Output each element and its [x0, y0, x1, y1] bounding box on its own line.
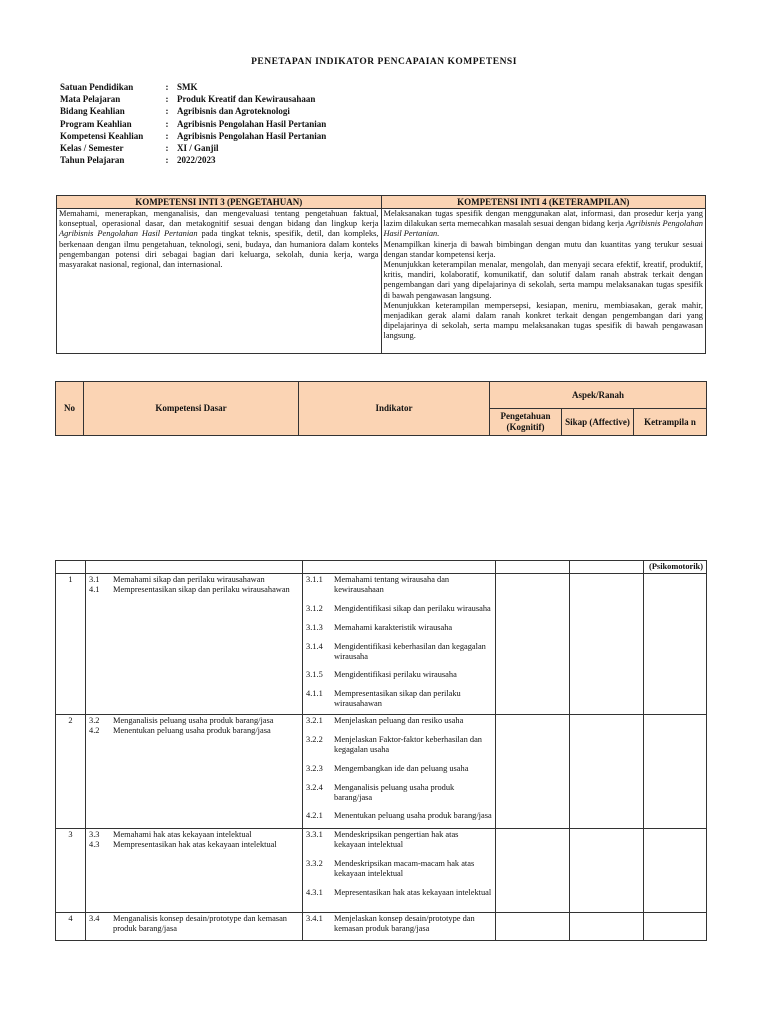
empty-cell [644, 715, 707, 829]
col-kompetensi-dasar: Kompetensi Dasar [84, 382, 299, 436]
meta-value: 2022/2023 [177, 155, 216, 166]
meta-key: Bidang Keahlian [60, 106, 125, 117]
meta-value: Produk Kreatif dan Kewirausahaan [177, 94, 316, 105]
indicator-text: Mepresentasikan hak atas kekayaan intelektual [334, 888, 492, 898]
meta-key: Kelas / Semester [60, 142, 124, 153]
col-pengetahuan: Pengetahuan (Kognitif) [490, 409, 562, 436]
meta-value: Agribisnis Pengolahan Hasil Pertanian [177, 130, 327, 141]
empty-cell [570, 715, 644, 829]
meta-key: Kompetensi Keahlian [60, 130, 144, 141]
ki4-p1-italic: Agribisnis Pengolahan Hasil Pertanian. [383, 219, 703, 239]
row-number: 2 [56, 715, 86, 829]
kd-num: 4.1 [89, 585, 100, 595]
kd-item [89, 830, 299, 840]
meta-value: Agribisnis dan Agroteknologi [177, 106, 290, 117]
indicator-text: Menentukan peluang usaha produk barang/jasa [334, 811, 492, 821]
indicator-num: 3.4.1 [306, 914, 323, 924]
indicator-item [306, 764, 492, 774]
meta-key: Satuan Pendidikan [60, 82, 134, 92]
indicator-text: Mengidentifikasi sikap dan perilaku wirausaha [334, 604, 491, 614]
indicator-text: Mendeskripsikan pengertian hak atas kekayaan intelektual [334, 830, 459, 850]
indicator-item [306, 716, 492, 726]
indicator-num: 3.2.3 [306, 763, 323, 773]
meta-key: Program Keahlian [60, 118, 132, 129]
identity-block [60, 82, 326, 167]
meta-sep: : [165, 142, 169, 153]
kd-num: 3.3 [89, 830, 100, 840]
kd-item [89, 716, 299, 726]
indicator-text: Mengembangkan ide dan peluang usaha [334, 763, 469, 773]
kd-item [89, 914, 299, 934]
indicator-cell [303, 715, 496, 829]
indicator-text: Mempresentasikan sikap dan perilaku wirausahawan [334, 689, 461, 709]
kd-item [89, 585, 299, 595]
col-indikator: Indikator [299, 382, 490, 436]
kd-num: 4.2 [89, 726, 100, 736]
row-number: 3 [56, 829, 86, 913]
indicator-table [55, 560, 707, 941]
meta-value: XI / Ganjil [177, 142, 219, 153]
empty-cell [496, 913, 570, 941]
indicator-item [306, 811, 492, 821]
indicator-text: Menganalisis peluang usaha produk barang/jasa [334, 782, 455, 802]
empty-cell [644, 574, 707, 715]
empty-cell [644, 913, 707, 941]
indicator-num: 3.1.5 [306, 670, 323, 680]
kd-item [89, 726, 299, 736]
col-no: No [56, 382, 84, 436]
kd-num: 3.4 [89, 914, 100, 924]
indicator-item [306, 575, 492, 595]
meta-row [60, 106, 326, 118]
row-number: 1 [56, 574, 86, 715]
empty-cell [570, 574, 644, 715]
meta-sep: : [165, 94, 169, 105]
indicator-item [306, 783, 492, 803]
indicator-item [306, 642, 492, 662]
indicator-table-header [55, 381, 707, 436]
meta-key: Mata Pelajaran [60, 94, 121, 105]
kd-num: 3.2 [89, 716, 100, 726]
ki4-paragraph: Menunjukkan keterampilan mempersepsi, kesiapan, meniru, membiasakan, gerak mahir, menjadikan gerak alami dalam ranah konkret terkait dengan pengembangan dari yang dipelajarinya di sekolah, serta mampu melaksanakan tugas spesifik di bawah pengawasan langsung. [383, 300, 703, 341]
kd-num: 4.3 [89, 840, 100, 850]
empty-cell [496, 574, 570, 715]
empty-cell [496, 715, 570, 829]
indicator-num: 3.3.1 [306, 830, 323, 840]
ki3-text-a: Memahami, menerapkan, menganalisis, dan mengevaluasi tentang pengetahuan faktual, konseptual, operasional dasar, dan metakognitif sesuai dengan bidang dan lingkup kerja [59, 209, 379, 229]
indicator-num: 3.1.2 [306, 604, 323, 614]
row-number: 4 [56, 913, 86, 941]
kd-cell [86, 715, 303, 829]
kd-cell [86, 574, 303, 715]
ki4-paragraph [384, 209, 704, 240]
indicator-text: Menjelaskan konsep desain/prototype dan kemasan produk barang/jasa [334, 914, 475, 934]
meta-sep: : [165, 118, 169, 129]
indicator-item [306, 623, 492, 633]
table-row [56, 829, 707, 913]
meta-value: Agribisnis Pengolahan Hasil Pertanian [177, 118, 327, 129]
indicator-item [306, 859, 492, 879]
ki3-text-italic: Agribisnis Pengolahan Hasil Pertanian [59, 229, 198, 239]
empty-cell [496, 829, 570, 913]
kd-text: Menganalisis peluang usaha produk barang/jasa [113, 716, 274, 726]
meta-row [60, 143, 326, 155]
indicator-num: 3.2.4 [306, 782, 323, 792]
indicator-item [306, 689, 492, 709]
table-row [56, 913, 707, 941]
meta-row [60, 119, 326, 131]
indicator-num: 3.2.2 [306, 734, 323, 744]
indicator-item [306, 735, 492, 755]
meta-row [60, 155, 326, 167]
empty-cell [570, 561, 644, 574]
empty-cell [86, 561, 303, 574]
indicator-item [306, 830, 492, 850]
ki4-header: KOMPETENSI INTI 4 (KETERAMPILAN) [381, 196, 706, 209]
col-sikap: Sikap (Affective) [562, 409, 634, 436]
empty-cell [56, 561, 86, 574]
ki4-p1-text: Melaksanakan tugas spesifik dengan menggunakan alat, informasi, dan prosedur kerja yang lazim dilakukan serta memecahkan masalah sesuai dengan bidang kerja [383, 209, 703, 229]
document-title: PENETAPAN INDIKATOR PENCAPAIAN KOMPETENSI [251, 57, 517, 67]
meta-sep: : [165, 130, 169, 141]
meta-row [60, 82, 326, 94]
kd-cell [86, 829, 303, 913]
meta-sep: : [165, 155, 169, 166]
kd-text: Mempresentasikan hak atas kekayaan intelektual [113, 840, 277, 850]
indicator-text: Memahami tentang wirausaha dan kewirausahaan [334, 575, 450, 595]
empty-cell [496, 561, 570, 574]
kd-cell [86, 913, 303, 941]
empty-cell [303, 561, 496, 574]
indicator-item [306, 604, 492, 614]
ki4-cell [381, 209, 706, 354]
meta-sep: : [165, 106, 169, 117]
kd-item [89, 575, 299, 585]
col-ketrampilan: Ketrampila n [634, 409, 707, 436]
table-row [56, 574, 707, 715]
empty-cell [570, 829, 644, 913]
kd-text: Memahami sikap dan perilaku wirausahawan [113, 575, 265, 585]
indicator-item [306, 914, 492, 934]
meta-sep: : [165, 82, 169, 92]
ki3-cell [57, 209, 382, 354]
table-row [56, 715, 707, 829]
indicator-num: 3.1.1 [306, 575, 323, 585]
col-aspek-ranah: Aspek/Ranah [490, 382, 707, 409]
indicator-cell [303, 913, 496, 941]
psikomotorik-label: (Psikomotorik) [644, 561, 707, 574]
indicator-text: Menjelaskan Faktor-faktor keberhasilan dan kegagalan usaha [334, 734, 482, 755]
indicator-num: 4.2.1 [306, 811, 323, 821]
meta-row [60, 131, 326, 143]
kd-text: Menganalisis konsep desain/prototype dan kemasan produk barang/jasa [113, 914, 287, 934]
indicator-item [306, 670, 492, 680]
kd-text: Menentukan peluang usaha produk barang/jasa [113, 726, 271, 736]
kd-text: Memahami hak atas kekayaan intelektual [113, 830, 252, 840]
kd-num: 3.1 [89, 575, 100, 585]
ki4-paragraph: Menunjukkan keterampilan menalar, mengolah, dan menyaji secara efektif, kreatif, produktif, kritis, mandiri, kolaboratif, komunikatif, dan solutif dalam ranah abstrak terkait dengan pengembangan dari yang dipelajarinya di sekolah, serta mampu melaksanakan tugas spesifik di bawah pengawasan langsung. [383, 260, 703, 300]
indicator-num: 4.1.1 [306, 689, 323, 699]
indicator-text: Memahami karakteristik wirausaha [334, 622, 453, 632]
kd-item [89, 840, 299, 850]
indicator-text: Menjelaskan peluang dan resiko usaha [334, 716, 464, 726]
indicator-text: Mendeskripsikan macam-macam hak atas kekayaan intelektual [334, 859, 475, 879]
meta-key: Tahun Pelajaran [60, 155, 125, 166]
ki3-text-b: pada tingkat teknis, spesifik, detil, dan kompleks, berkenaan dengan ilmu pengetahuan, teknologi, seni, budaya, dan humaniora dalam konteks pengembangan potensi diri sebagai bagian dari keluarga, sekolah, dunia kerja, warga masyarakat nasional, regional, dan internasional. [59, 229, 379, 270]
meta-value: SMK [177, 82, 198, 92]
indicator-num: 4.3.1 [306, 888, 323, 898]
indicator-num: 3.1.4 [306, 641, 323, 651]
kompetensi-inti-table [56, 195, 706, 354]
indicator-num: 3.2.1 [306, 716, 323, 726]
indicator-text: Mengidentifikasi perilaku wirausaha [334, 670, 457, 680]
indicator-cell [303, 829, 496, 913]
empty-cell [570, 913, 644, 941]
indicator-text: Mengidentifikasi keberhasilan dan kegagalan wirausaha [334, 641, 486, 661]
empty-cell [644, 829, 707, 913]
kd-text: Mempresentasikan sikap dan perilaku wirausahawan [113, 585, 290, 595]
meta-row [60, 94, 326, 106]
indicator-num: 3.1.3 [306, 622, 323, 632]
ki4-paragraph: Menampilkan kinerja di bawah bimbingan dengan mutu dan kuantitas yang terukur sesuai dengan standar kompetensi kerja. [383, 239, 703, 259]
ki3-header: KOMPETENSI INTI 3 (PENGETAHUAN) [57, 196, 382, 209]
indicator-item [306, 888, 492, 898]
indicator-num: 3.3.2 [306, 859, 323, 869]
indicator-cell [303, 574, 496, 715]
